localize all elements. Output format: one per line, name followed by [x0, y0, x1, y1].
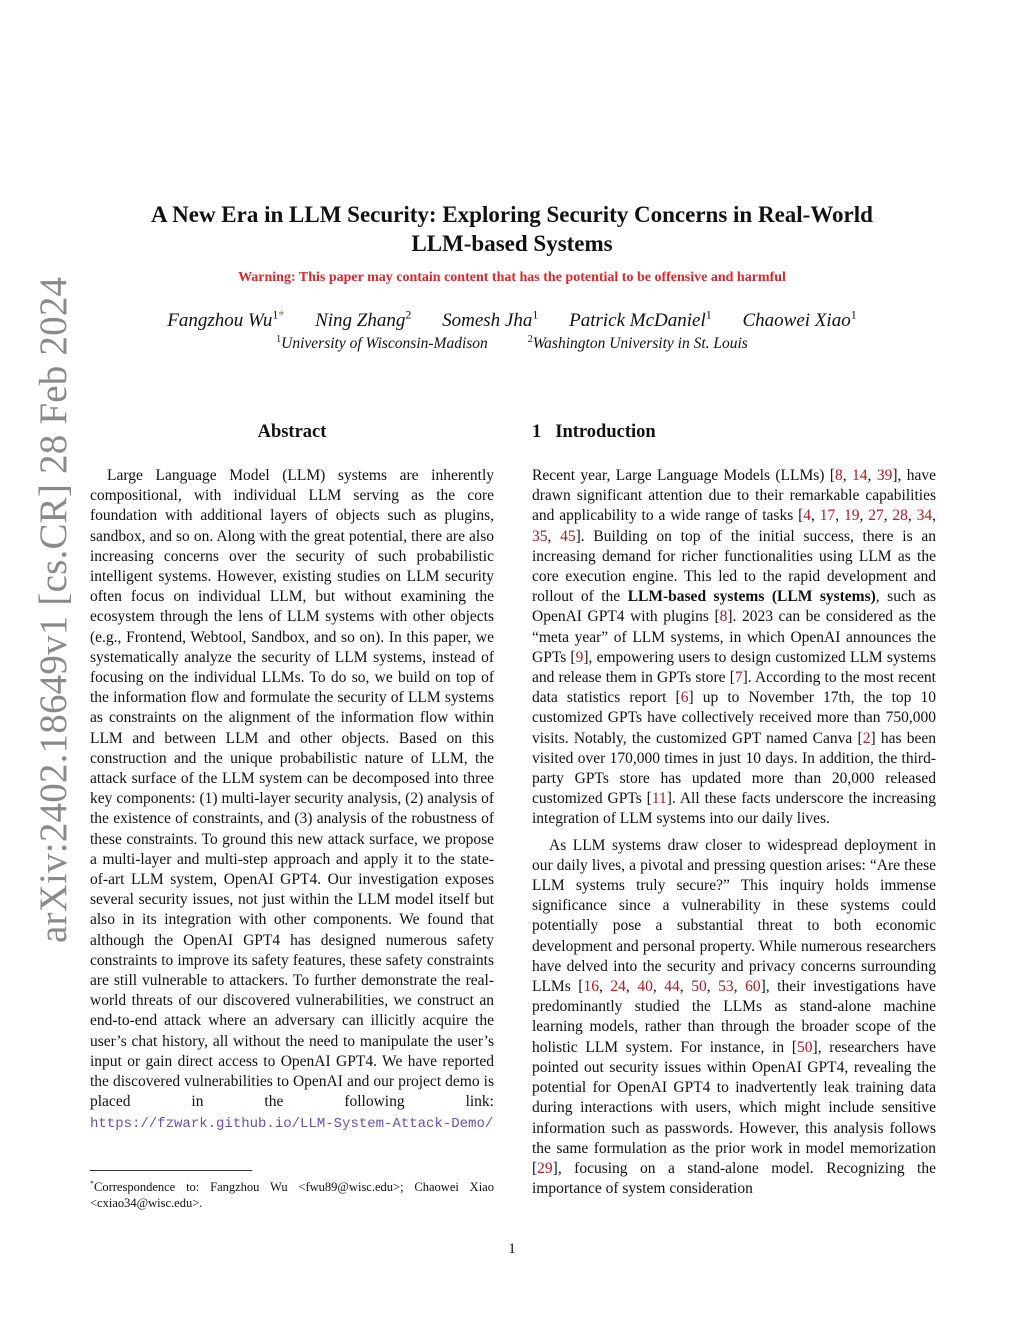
introduction-heading: 1 Introduction — [532, 422, 656, 442]
introduction-section — [532, 420, 936, 1199]
citation-link[interactable]: 16 — [583, 978, 599, 996]
citation-link[interactable]: 35 — [532, 527, 548, 545]
text-run: , — [679, 978, 692, 996]
text-run: Recent year, Large Language Models (LLMs) [ — [532, 467, 836, 484]
text-run: ], focusing on a stand-alone model. Recognizing the importance of system consideration — [532, 1159, 936, 1198]
correspondence-footnote: *Correspondence to: Fangzhou Wu <fwu89@wisc.edu>; Chaowei Xiao <cxiao34@wisc.edu>. — [90, 1179, 494, 1211]
introduction-paragraph-1 — [532, 466, 936, 830]
text-run: , — [706, 978, 719, 996]
text-run: , — [598, 978, 611, 996]
footnote-divider — [90, 1170, 252, 1171]
citation-link[interactable]: 28 — [892, 507, 908, 525]
text-run: ] has been visited over 170,000 times in just 10 days. In addition, the third-party GPTs store has updated more than 20,000 released customized GPTs [ — [532, 729, 936, 808]
citation-link[interactable]: 11 — [651, 790, 667, 808]
text-run: ]. Building on top of the initial success, there is an increasing demand for richer functionalities using LLM as the core execution engine. This led to the rapid development and rollout of the — [532, 527, 936, 606]
correspondence-mark: * — [278, 308, 285, 322]
abstract-body: Large Language Model (LLM) systems are inherently compositional, with individual LLM serving as the core foundation with additional layers of objects such as plugins, sandbox, and so on. Along with the great potential, there are also increasing concerns over the security of such probabilistic intelligent systems. However, existing studies on LLM security often focus on individual LLM, but without examining the ecosystem through the lens of LLM systems with other objects (e.g., Frontend, Webtool, Sandbox, and so on). In this paper, we systematically analyze the security of LLM systems, instead of focusing on the individual LLMs. To do so, we build on top of the information flow and formulate the security of LLM systems as constraints on the alignment of the information flow within LLM and between LLM and other objects. Based on this construction and the unique probabilistic nature of LLM, the attack surface of the LLM system can be decomposed into three key components: (1) multi-layer security analysis, (2) analysis of the existence of constraints, and (3) analysis of the robustness of these constraints. To ground this new attack surface, we propose a multi-layer and multi-step approach and apply it to the state-of-art LLM system, OpenAI GPT4. Our investigation exposes several security issues, not just within the LLM model itself but also in its integration with other components. We found that although the OpenAI GPT4 has designed numerous safety constraints to improve its safety features, these safety constraints are still vulnerable to attackers. To further demonstrate the real-world threats of our discovered vulnerabilities, we construct an end-to-end attack where an adversary can illicitly acquire the user’s chat history, all without the need to manipulate the user’s input or gain direct access to OpenAI GPT4. We have reported the discovered vulnerabilities to OpenAI and our project demo is placed in the following link: https://fzwark.github.io/LLM-System-Attack-Demo/ — [90, 467, 494, 1132]
citation-link[interactable]: 2 — [862, 729, 871, 747]
text-run: , — [652, 978, 665, 996]
abstract-heading: Abstract — [257, 422, 327, 442]
text-run: , — [835, 507, 844, 525]
text-run: , — [625, 978, 638, 996]
text-run: , — [810, 507, 820, 525]
text-run: ]. 2023 can be considered as the “meta year” of LLM systems, in which OpenAI announces the GPTs [ — [532, 608, 936, 666]
citation-link[interactable]: 6 — [680, 689, 689, 707]
text-run: ], their investigations have predominantly studied the LLMs as stand-alone machine learning models, rather than through the broader scope of the holistic LLM system. For instance, in [ — [532, 978, 937, 1056]
abstract-section — [90, 420, 494, 1134]
arxiv-identifier: arXiv:2402.18649v1 [cs.CR] 28 Feb 2024 — [32, 276, 75, 943]
citation-link[interactable]: 34 — [916, 507, 933, 525]
citation-link[interactable]: 50 — [797, 1038, 813, 1056]
citation-link[interactable]: 50 — [691, 978, 707, 996]
citation-link[interactable]: 40 — [637, 978, 653, 996]
author: Patrick McDaniel$^1$ — [569, 308, 712, 332]
citation-link[interactable]: 45 — [560, 527, 576, 545]
text-run: , — [842, 467, 853, 484]
citation-link[interactable]: 27 — [868, 507, 884, 525]
citation-link[interactable]: 53 — [718, 978, 734, 996]
text-run: ], researchers have pointed out security issues within OpenAI GPT4, revealing the potential for OpenAI GPT4 to inadvertently leak training data during interactions with users, which might include sensitive information such as passwords. However, this analysis follows the same formulation as the prior work in model memorization [ — [532, 1038, 936, 1177]
citation-link[interactable]: 14 — [852, 467, 868, 484]
citation-link[interactable]: 19 — [843, 507, 860, 525]
author-list — [100, 308, 924, 332]
citation-link[interactable]: 29 — [537, 1159, 553, 1177]
project-demo-link[interactable]: https://fzwark.github.io/LLM-System-Attack-Demo/ — [90, 1115, 494, 1132]
author: Somesh Jha$^1$ — [442, 308, 539, 332]
affiliation-list — [100, 334, 924, 353]
author: Chaowei Xiao$^1$ — [742, 308, 857, 332]
citation-link[interactable]: 39 — [876, 467, 893, 484]
text-run: , — [733, 978, 746, 996]
affiliation: $^2$Washington University in St. Louis — [527, 334, 748, 353]
text-run: , — [547, 527, 561, 545]
author: Fangzhou $Wu^{1*}$ — [167, 308, 285, 332]
citation-link[interactable]: 60 — [745, 978, 761, 996]
text-run: ]. All these facts underscore the increasing integration of LLM systems into our daily lives. — [532, 790, 936, 828]
paper-title — [100, 200, 924, 258]
affiliation: $^1$University of Wisconsin-Madison — [276, 334, 488, 353]
text-run: , — [867, 467, 877, 484]
text-run: ]. According to the most recent data statistics report [ — [532, 669, 936, 707]
content-warning: Warning: This paper may contain content that has the potential to be offensive and harmful — [238, 270, 786, 285]
text-run: ], have drawn significant attention due to their remarkable capabilities and applicability to a wide range of tasks [ — [532, 467, 937, 525]
citation-link[interactable]: 7 — [734, 669, 743, 687]
text-run: , — [907, 507, 917, 525]
text-run: , — [883, 507, 893, 525]
text-run: ] up to November 17th, the top 10 customized GPTs have collectively received more than 750,000 visits. Notably, the customized GPT named Canva [ — [532, 689, 936, 747]
text-run: , — [859, 507, 869, 525]
text-run: , such as OpenAI GPT4 with plugins [ — [532, 588, 936, 626]
page-number: 1 — [508, 1241, 516, 1257]
title-line-2: LLM-based Systems — [411, 231, 613, 256]
citation-link[interactable]: 8 — [835, 467, 843, 484]
text-run: , — [932, 507, 937, 525]
text-run: ], empowering users to design customized LLM systems and release them in GPTs store [ — [532, 648, 936, 687]
title-line-1: A New Era in LLM Security: Exploring Security Concerns in Real-World — [151, 202, 873, 227]
introduction-paragraph-2 — [532, 836, 936, 1200]
citation-link[interactable]: 44 — [664, 978, 680, 996]
citation-link[interactable]: 17 — [819, 507, 836, 525]
citation-link[interactable]: 9 — [575, 648, 584, 666]
citation-link[interactable]: 4 — [803, 507, 811, 525]
citation-link[interactable]: 24 — [610, 978, 626, 996]
bold-term: LLM-based systems (LLM systems) — [627, 588, 876, 606]
author: Ning Zhang$^2$ — [315, 308, 412, 332]
text-run: As LLM systems draw closer to widespread deployment in our daily lives, a pivotal and pressing question arises: “Are these LLM systems truly secure?” This inquiry holds immense significance since a vulnerability in these systems could potentially pose a substantial threat to both economic development and personal property. While numerous researchers have delved into the security and privacy concerns surrounding LLMs [ — [532, 836, 936, 996]
citation-link[interactable]: 8 — [719, 608, 728, 626]
